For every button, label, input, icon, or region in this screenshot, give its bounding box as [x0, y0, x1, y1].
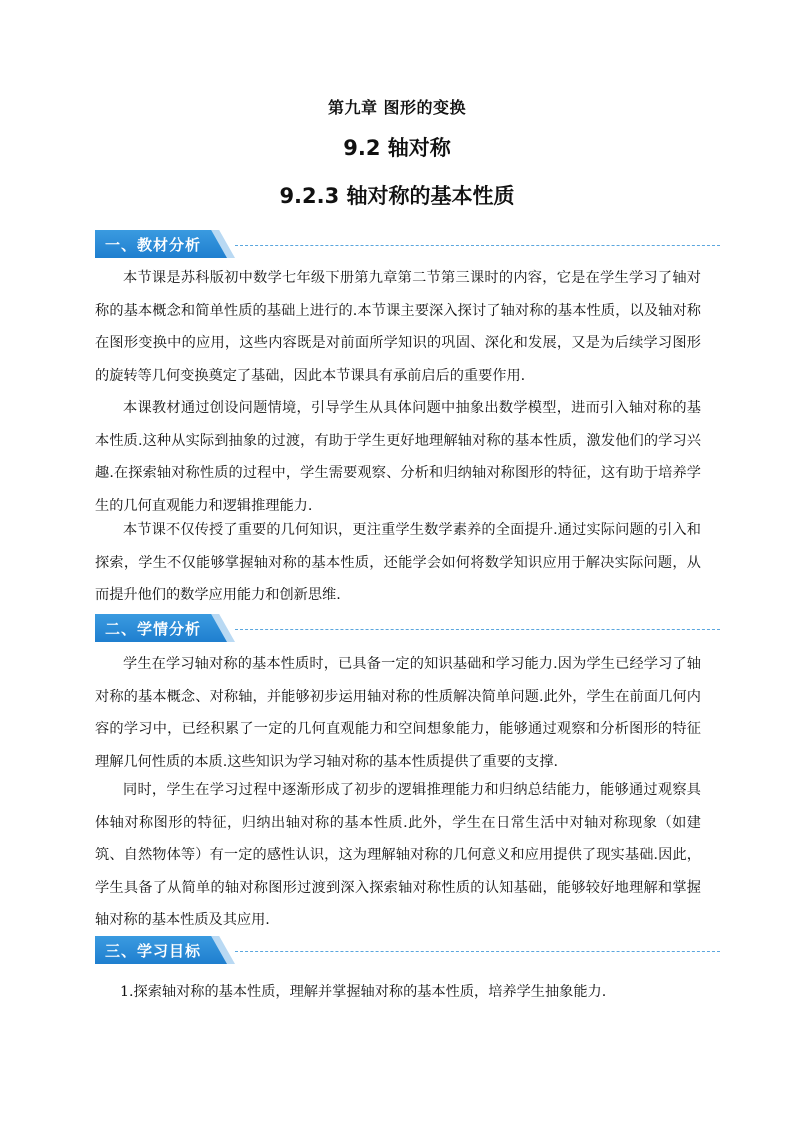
dashed-divider	[235, 951, 720, 952]
section-heading-bar	[95, 614, 720, 642]
section-title: 9.2 轴对称	[343, 136, 451, 160]
paragraph: 本节课是苏科版初中数学七年级下册第九章第二节第三课时的内容，它是在学生学习了轴对称的基本概念和简单性质的基础上进行的.本节课主要深入探讨了轴对称的基本性质，以及轴对称在图形变换中的应用，这些内容既是对前面所学知识的巩固、深化和发展，又是为后续学习图形的旋转等几何变换奠定了基础，因此本节课具有承前启后的重要作用.	[95, 270, 701, 384]
dashed-divider	[235, 629, 720, 630]
paragraph: 本课教材通过创设问题情境，引导学生从具体问题中抽象出数学模型，进而引入轴对称的基本性质.这种从实际到抽象的过渡，有助于学生更好地理解轴对称的基本性质，激发他们的学习兴趣.在探索轴对称性质的过程中，学生需要观察、分析和归纳轴对称图形的特征，这有助于培养学生的几何直观能力和逻辑推理能力.	[95, 400, 701, 514]
chapter-title: 第九章 图形的变换	[327, 98, 467, 117]
paragraph: 学生在学习轴对称的基本性质时，已具备一定的知识基础和学习能力.因为学生已经学习了轴对称的基本概念、对称轴，并能够初步运用轴对称的性质解决简单问题.此外，学生在前面几何内容的学习中，已经积累了一定的几何直观能力和空间想象能力，能够通过观察和分析图形的特征理解几何性质的本质.这些知识为学习轴对称的基本性质提供了重要的支撑.	[95, 656, 701, 770]
section-heading-bar	[95, 936, 720, 964]
dashed-divider	[235, 245, 720, 246]
section-heading-bar	[95, 230, 720, 258]
learning-goal-item: 1.探索轴对称的基本性质，理解并掌握轴对称的基本性质，培养学生抽象能力.	[120, 984, 607, 1000]
paragraph: 本节课不仅传授了重要的几何知识，更注重学生数学素养的全面提升.通过实际问题的引入和探索，学生不仅能够掌握轴对称的基本性质，还能学会如何将数学知识应用于解决实际问题，从而提升他们的数学应用能力和创新思维.	[95, 522, 701, 603]
section-heading: 一、教材分析	[105, 236, 202, 254]
paragraph: 同时，学生在学习过程中逐渐形成了初步的逻辑推理能力和归纳总结能力，能够通过观察具体轴对称图形的特征，归纳出轴对称的基本性质.此外，学生在日常生活中对轴对称现象（如建筑、自然物体等）有一定的感性认识，这为理解轴对称的几何意义和应用提供了现实基础.因此，学生具备了从简单的轴对称图形过渡到深入探索轴对称性质的认知基础，能够较好地理解和掌握轴对称的基本性质及其应用.	[95, 782, 701, 928]
section-heading: 三、学习目标	[105, 942, 202, 960]
section-heading: 二、学情分析	[105, 620, 202, 638]
subsection-title: 9.2.3 轴对称的基本性质	[279, 184, 515, 208]
